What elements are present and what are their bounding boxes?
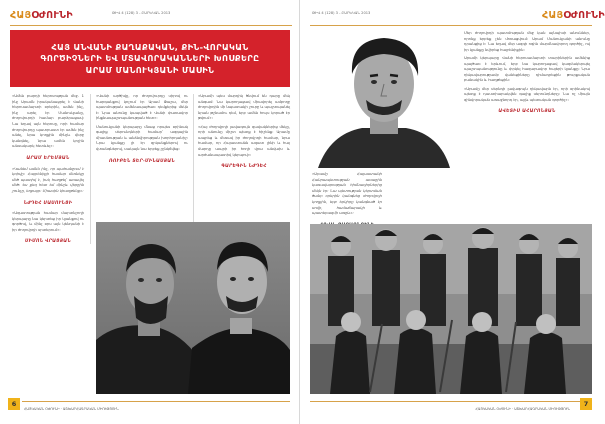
- issue-left: ԹԻՎ 4 (128) 3 - ԲԱՐԵԿԱՆ 2013: [112, 11, 171, 15]
- column-divider: [90, 94, 91, 244]
- left-column-3: [198, 94, 290, 175]
- left-column-1: [12, 94, 84, 250]
- right-signature-1: ԱՎԵՏԻՍ ԱՀԱՐՈՆՅԱՆ: [498, 108, 556, 114]
- right-page: [300, 0, 605, 424]
- title-line-1: ՀԱՅ ԱՆՎԱՆԻ ՔԱՂԱՔԱԿԱՆ, ՔԻՆ-ՎՈՐԱԿԱՆ: [51, 41, 249, 52]
- body-paragraph: «Արամը մեր սերնդի լավագույն ղեկավարն էր, որի օրինակով պետք է դաստիարակվեն գալիք սերունդները: Նա ոչ միայն զինվորական առաջնորդ էր, այլև պետական գործիչ»:: [464, 86, 590, 102]
- masthead-right-part2: ՕԺՈՒՆԻ: [563, 10, 605, 21]
- quote-paragraph: «Կանեմ ամեն ինչ, որ պահանջում է կռիվը: Հայրենիքի համար մեռնելը մեծ պատիվ է, իսկ հաղթել՝ առավել մեծ: Ես քեզ հետ եմ մինչև վերջին շունչը, եղբայր: Միասին կհաղթենք»:: [12, 166, 84, 193]
- body-paragraph: «Հայ ժողովրդի լավագույն զավակներից մեկը, որի անունը միշտ պետք է հիշենք: Արամը ապրեց և մեռավ իր ժողովրդի համար, նրա համար, որ Հայաստանն ազատ լինի և հայ մարդը ապրի իր հողի վրա անվախ և արժանապատիվ կերպով»:: [198, 124, 290, 157]
- photo-two-men: [96, 222, 290, 394]
- footer-text-left: ՀԱՅԿԱԿԱՆ ՕԺՈՒՆԻ · ԱՇԽԱՐՀԱԳՐԱԿԱՆ ՄԻՈՒԹՅՈՒՆ: [24, 407, 119, 411]
- right-column-main: [464, 31, 590, 120]
- masthead-right: [542, 10, 605, 24]
- masthead-left-part1: ՀԱՅ: [10, 10, 32, 21]
- title-line-2: ԳՈՐԾԻՉՆԵՐԻ ԵՎ ՄՏԱՎՈՐԱԿԱՆՆԵՐԻ ԽՈՍՔԵՐԸ: [40, 53, 260, 64]
- body-paragraph: Արամի կերպարը Վանի հերոսամարտի տարիներին ամենից պայծառ է երևում, երբ նա կարողացավ կազմակերպել պաշտպանությունը և փրկել հազարավոր հայերի կյանքը: Նրա ղեկավարությամբ վանեցիները դիմադրեցին թուրքական բանակին և հաղթեցին:: [464, 55, 590, 83]
- signature-4: ՌՈՒԲԵՆ ՏԵՐ-ՄԻՆԱՍՅԱՆ: [109, 157, 175, 163]
- signature-5: ԳԱՐԵԳԻՆ ՆԺԴԵՀ: [221, 163, 267, 169]
- page-number-right: 7: [580, 398, 592, 410]
- footer-rule-left: [22, 401, 290, 402]
- top-rule-left: [10, 25, 292, 26]
- masthead-right-part1: ՀԱՅ: [542, 10, 564, 21]
- title-line-3: ԱՐԱՄ ՄԱՆՈՒԿՅԱՆԻ ՄԱՍԻՆ: [85, 64, 215, 75]
- photo-group-fedayeen: [310, 224, 592, 394]
- signature-2: ՆԺԴԵՀ ՍԱՍՈՒՆՑԻ: [23, 199, 73, 205]
- caption-quote: «Արամը Հայաստանի Հանրապետության առաջին կառավարության հիմնադիրներից մեկն էր: Նա պետության կերտման ծանր օրերին կանգնեց ժողովրդի կողքին, երբ երկիրը կանգնած էր սովի, համաճարակի և պատերազմի առջև»:: [312, 172, 382, 216]
- body-paragraph: «Ազատության համար մարտնչողի կերպարը նա կերտեց իր կյանքով ու գործով, և մինչ օրս այն կենդանի է իր ժողովրդի սրտերում»:: [12, 211, 84, 232]
- body-paragraph: Մանուկյանի կերպարը մնաց որպես օրինակ գալիք սերունդների համար՝ ազգային միասնության և անձնվիրության խորհրդանիշ: Նրա կյանքը լի էր զրկանքներով ու վտանգներով, սակայն նա երբեք չընկճվեց:: [96, 124, 188, 151]
- signature-3: ՍԻՄՈՆ ՎՐԱՑՅԱՆ: [25, 238, 71, 244]
- footer-text-right: ՀԱՅԿԱԿԱՆ ՕԺՈՒՆԻ · ԱՇԽԱՐՀԱԳՐԱԿԱՆ ՄԻՈՒԹՅՈՒՆ: [475, 407, 570, 411]
- footer-rule-right: [310, 401, 580, 402]
- masthead-left-part2: ՕԺՈՒՆԻ: [31, 10, 73, 21]
- page-number-left: 6: [8, 398, 20, 410]
- photo-portrait: [310, 30, 458, 168]
- body-paragraph: «Արամի պես մարդիկ ծնվում են դարը մեկ անգամ: Նա կարողացավ միավորել ամբողջ ժողովրդին մի նպատակի շուրջ և պաշտպանել նրան թշնամու դեմ, երբ ամեն հույս կորած էր թվում»:: [198, 94, 290, 121]
- body-paragraph: «Վանի արծիվը, որ ժողովուրդը սիրով ու հարգանքով կոչում էր Արամ Փաշա, մեր պատմության ամենապայծառ դեմքերից մեկն է: Նրա անունը կապված է Վանի փառավոր ինքնապաշտպանության հետ»:: [96, 94, 188, 121]
- article-title-banner: [10, 30, 290, 87]
- signature-1: ԱՐԱՄ ԵՐԵՄՅԱՆ: [26, 154, 70, 160]
- left-page: [0, 0, 300, 424]
- body-paragraph: Մեր ժողովրդի պատմության մեջ կան այնպիսի անուններ, որոնք երբեք չեն մոռացվում: Արամ Մանուկյանի անունը դրանցից է: Նա եղավ մեր ազգի ոգին մարմնավորող գործիչ, ով իր կյանքը նվիրեց հայրենիքին:: [464, 31, 590, 52]
- masthead-left: [10, 10, 73, 24]
- issue-right: ԹԻՎ 4 (128) 3 - ԲԱՐԵԿԱՆ 2013: [312, 11, 371, 15]
- top-rule-right: [310, 25, 592, 26]
- left-column-2: [96, 94, 188, 169]
- body-paragraph: «Ամեն բարդի հերոսության մեջ. 1 ինչ Արամն իրականացրել է Վանի հերոսամարտի օրերին, ամեն ինչ, ինչ արել էր Մանուկյանը, ժողովուրդի համար բարձրացավ: Նա եղավ այն հերոսը, որի համար ժողովուրդը պատրաստ էր ամեն ինչ անել, նրա կողքին մինչև վերջ կանգնել, նրա ամեն կոչին անսակարկ հետևել»:: [12, 94, 84, 149]
